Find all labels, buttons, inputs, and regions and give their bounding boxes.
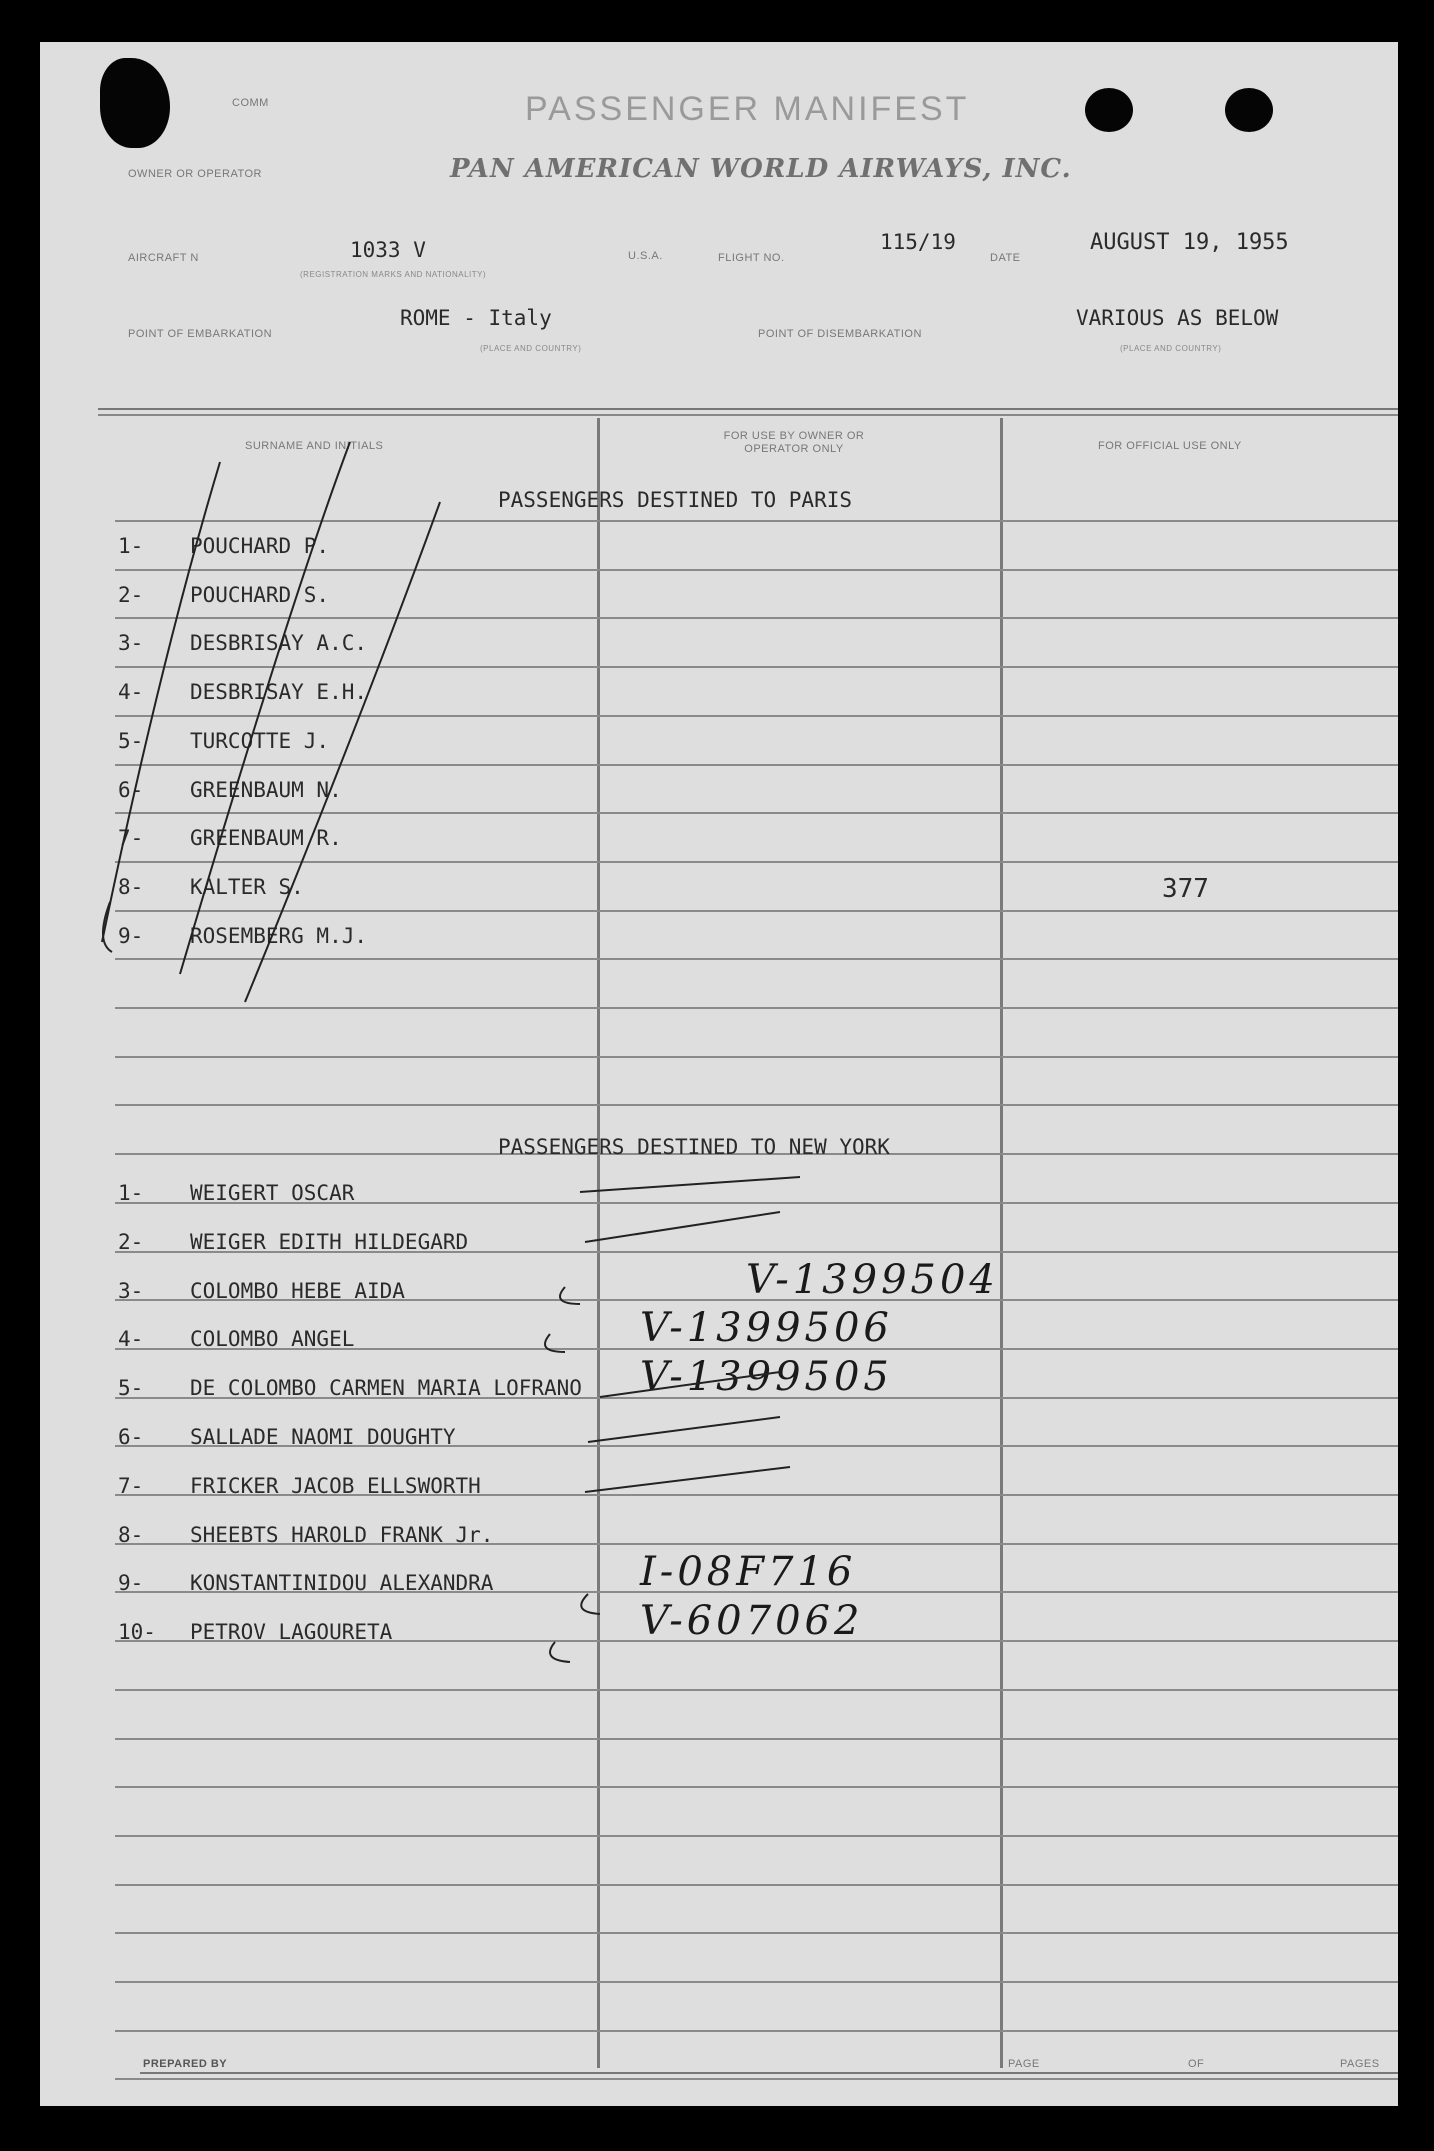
aircraft-label: AIRCRAFT N xyxy=(128,252,199,264)
passenger-name: POUCHARD S. xyxy=(190,583,330,607)
passenger-number: 8- xyxy=(118,875,144,899)
passenger-name: FRICKER JACOB ELLSWORTH xyxy=(190,1474,481,1498)
disembarkation-place-caption: (PLACE AND COUNTRY) xyxy=(1120,344,1222,353)
embarkation-place-caption: (PLACE AND COUNTRY) xyxy=(480,344,582,353)
passenger-name: COLOMBO ANGEL xyxy=(190,1327,355,1351)
handwritten-visa-number: V-607062 xyxy=(640,1598,864,1644)
col-header-surname: SURNAME AND INITIALS xyxy=(245,440,384,452)
passenger-name: GREENBAUM R. xyxy=(190,826,342,850)
passenger-number: 6- xyxy=(118,1425,144,1449)
page-label: PAGE xyxy=(1008,2058,1040,2070)
official-note: 377 xyxy=(1162,874,1209,904)
passenger-number: 8- xyxy=(118,1523,144,1547)
embarkation-value: ROME - Italy xyxy=(400,306,552,330)
tick-2 xyxy=(585,1212,780,1242)
tick-5 xyxy=(600,1372,780,1397)
date-label: DATE xyxy=(990,252,1021,264)
passenger-number: 5- xyxy=(118,729,144,753)
newyork-heading: PASSENGERS DESTINED TO NEW YORK xyxy=(498,1135,890,1159)
tick-8 xyxy=(581,1594,600,1614)
handwritten-visa-number: V-1399504 xyxy=(746,1257,999,1303)
handwritten-visa-number: V-1399505 xyxy=(640,1354,893,1400)
disembarkation-label: POINT OF DISEMBARKATION xyxy=(758,328,922,340)
tick-9 xyxy=(550,1642,570,1662)
row-rule xyxy=(115,2078,1398,2080)
row-rule xyxy=(115,1932,1398,1934)
row-rule xyxy=(115,1981,1398,1983)
embarkation-label: POINT OF EMBARKATION xyxy=(128,328,273,340)
row-rule xyxy=(115,1835,1398,1837)
passenger-number: 4- xyxy=(118,1327,144,1351)
pages-label: PAGES xyxy=(1340,2058,1380,2070)
manifest-title: PASSENGER MANIFEST xyxy=(525,90,970,128)
passenger-number: 2- xyxy=(118,1230,144,1254)
passenger-name: PETROV LAGOURETA xyxy=(190,1620,393,1644)
passenger-name: WEIGERT OSCAR xyxy=(190,1181,355,1205)
passenger-number: 1- xyxy=(118,1181,144,1205)
passenger-number: 2- xyxy=(118,583,144,607)
row-rule xyxy=(115,2030,1398,2032)
usa-label: U.S.A. xyxy=(628,250,663,262)
passenger-number: 3- xyxy=(118,1279,144,1303)
passenger-number: 9- xyxy=(118,1571,144,1595)
passenger-number: 9- xyxy=(118,924,144,948)
tick-6 xyxy=(588,1417,780,1442)
prepared-by-label: PREPARED BY xyxy=(143,2058,228,2070)
passenger-name: TURCOTTE J. xyxy=(190,729,330,753)
passenger-number: 1- xyxy=(118,534,144,558)
manifest-sheet xyxy=(40,42,1398,2106)
tick-4 xyxy=(545,1334,565,1352)
passenger-name: GREENBAUM N. xyxy=(190,778,342,802)
passenger-name: KONSTANTINIDOU ALEXANDRA xyxy=(190,1571,494,1595)
passenger-name: DESBRISAY A.C. xyxy=(190,631,368,655)
passenger-number: 5- xyxy=(118,1376,144,1400)
passenger-name: POUCHARD P. xyxy=(190,534,330,558)
row-rule xyxy=(115,1884,1398,1886)
passenger-name: KALTER S. xyxy=(190,875,304,899)
handwritten-visa-number: V-1399506 xyxy=(640,1305,893,1351)
passenger-name: DE COLOMBO CARMEN MARIA LOFRANO xyxy=(190,1376,582,1400)
passenger-number: 6- xyxy=(118,778,144,802)
registration-caption: (REGISTRATION MARKS AND NATIONALITY) xyxy=(300,270,487,279)
owner-stamp-fragment: COMM xyxy=(232,97,269,109)
passenger-name: SALLADE NAOMI DOUGHTY xyxy=(190,1425,456,1449)
date-value: AUGUST 19, 1955 xyxy=(1090,230,1289,255)
passenger-name: DESBRISAY E.H. xyxy=(190,680,368,704)
flight-value: 115/19 xyxy=(880,230,956,254)
tick-3 xyxy=(560,1287,580,1304)
paris-heading: PASSENGERS DESTINED TO PARIS xyxy=(498,488,853,512)
passenger-number: 10- xyxy=(118,1620,156,1644)
col-header-official: FOR OFFICIAL USE ONLY xyxy=(1098,440,1242,452)
passenger-number: 7- xyxy=(118,826,144,850)
passenger-number: 7- xyxy=(118,1474,144,1498)
tick-7 xyxy=(585,1467,790,1492)
passenger-name: COLOMBO HEBE AIDA xyxy=(190,1279,405,1303)
tick-1 xyxy=(580,1177,800,1192)
disembarkation-value: VARIOUS AS BELOW xyxy=(1076,306,1279,330)
passenger-name: WEIGER EDITH HILDEGARD xyxy=(190,1230,469,1254)
passenger-number: 3- xyxy=(118,631,144,655)
footer-rule xyxy=(140,2072,1398,2074)
aircraft-value: 1033 V xyxy=(350,238,426,262)
passenger-number: 4- xyxy=(118,680,144,704)
row-rule xyxy=(115,1786,1398,1788)
col-header-owner-use: FOR USE BY OWNER OR OPERATOR ONLY xyxy=(723,430,865,455)
passenger-name: SHEEBTS HAROLD FRANK Jr. xyxy=(190,1523,494,1547)
passenger-name: ROSEMBERG M.J. xyxy=(190,924,368,948)
owner-or-operator-label: OWNER OR OPERATOR xyxy=(128,168,262,180)
of-label: OF xyxy=(1188,2058,1205,2070)
handwritten-visa-number: I-08F716 xyxy=(640,1549,857,1595)
newyork-ticks xyxy=(40,42,1140,1742)
airline-name: PAN AMERICAN WORLD AIRWAYS, INC. xyxy=(450,154,1072,184)
punch-hole-right xyxy=(1225,88,1273,132)
flight-label: FLIGHT NO. xyxy=(718,252,785,264)
